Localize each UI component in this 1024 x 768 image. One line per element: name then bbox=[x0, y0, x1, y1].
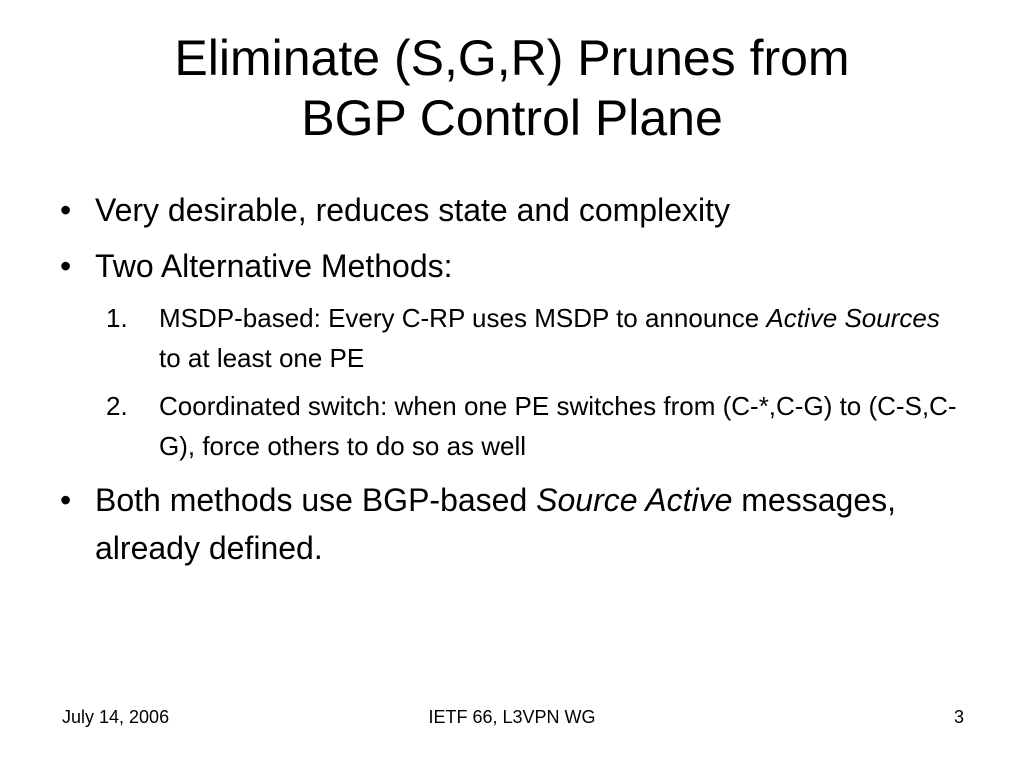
bullet-item bbox=[60, 186, 960, 234]
slide-body bbox=[60, 186, 960, 580]
numbered-list bbox=[60, 298, 960, 466]
numbered-item-text: Coordinated switch: when one PE switches from (C-*,C-G) to (C-S,C-G), force others to do so as well bbox=[159, 391, 957, 461]
slide-title-line-2: BGP Control Plane bbox=[301, 90, 723, 146]
numbered-item bbox=[60, 298, 960, 378]
footer-event: IETF 66, L3VPN WG bbox=[428, 707, 596, 727]
numbered-item-text-tail: to at least one PE bbox=[159, 343, 365, 373]
bullet-item bbox=[60, 476, 960, 572]
bullet-text: Very desirable, reduces state and complexity bbox=[95, 192, 730, 228]
bullet-marker: • bbox=[60, 482, 72, 518]
bullet-text-tail: messages, already defined. bbox=[95, 482, 896, 566]
numbered-item-number: 2. bbox=[106, 391, 128, 421]
bullet-item bbox=[60, 242, 960, 290]
slide-title bbox=[0, 28, 1024, 148]
slide-title-line-1: Eliminate (S,G,R) Prunes from bbox=[174, 30, 850, 86]
bullet-text: Two Alternative Methods: bbox=[95, 248, 453, 284]
numbered-item bbox=[60, 386, 960, 466]
footer-date: July 14, 2006 bbox=[62, 707, 170, 727]
bullet-marker: • bbox=[60, 192, 72, 228]
bullet-marker: • bbox=[60, 248, 72, 284]
numbered-item-text: MSDP-based: Every C-RP uses MSDP to announce bbox=[159, 303, 767, 333]
footer-page-number: 3 bbox=[953, 707, 964, 727]
numbered-item-italic-text: Active Sources bbox=[766, 303, 940, 333]
bullet-italic-text: Source Active bbox=[536, 482, 733, 518]
bullet-text: Both methods use BGP-based bbox=[95, 482, 537, 518]
numbered-item-number: 1. bbox=[106, 303, 128, 333]
